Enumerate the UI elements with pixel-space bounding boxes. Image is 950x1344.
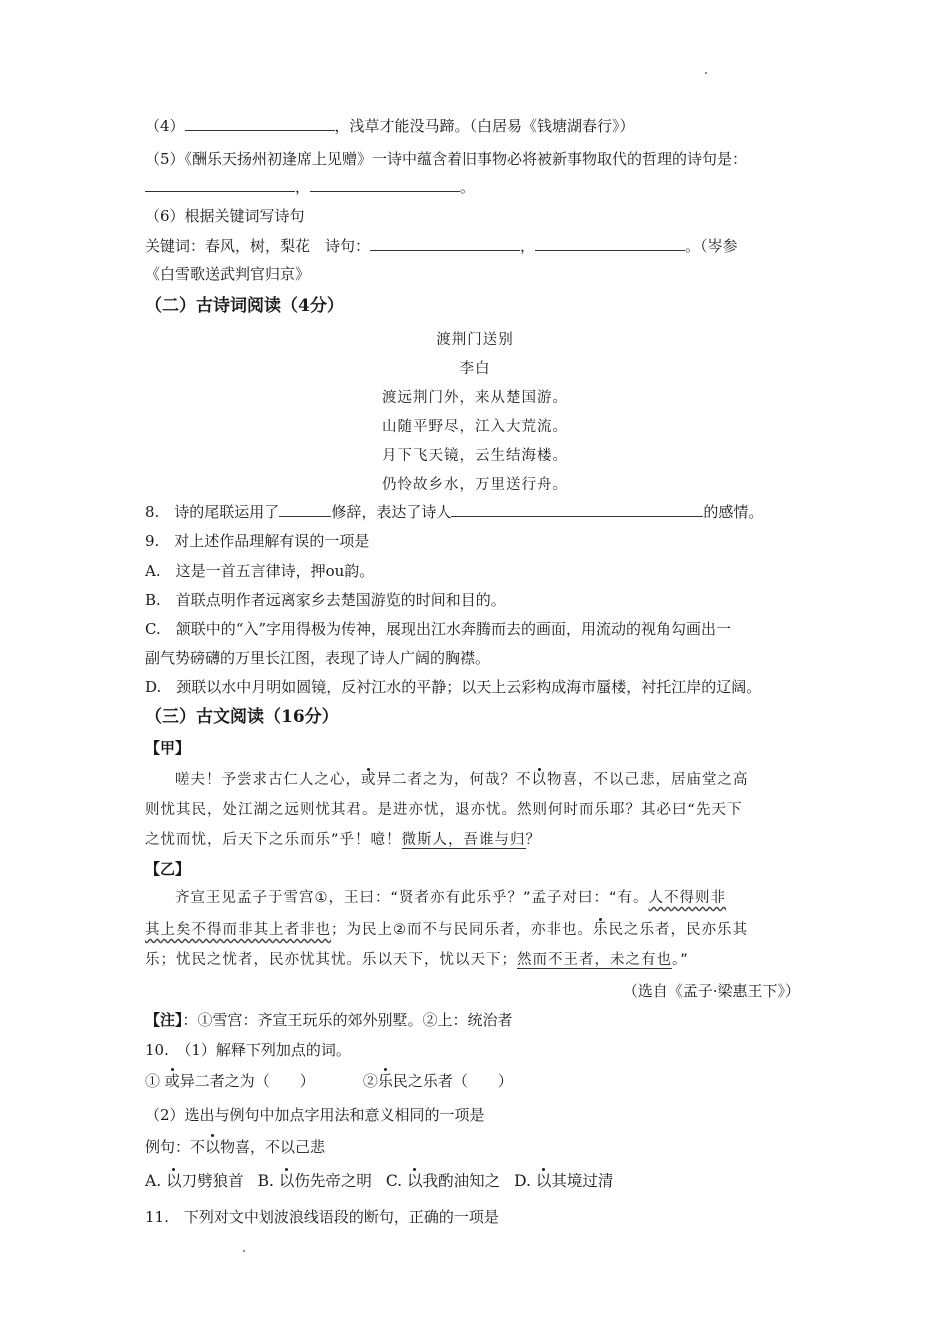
q4-text: ，浅草才能没马蹄。（白居易《钱塘湖春行》） (334, 117, 635, 135)
q4-number: （4） (145, 117, 185, 135)
yi-text-3a: 乐；忧民之忧者，民亦忧其忧。乐以天下，忧以天下； (145, 952, 517, 968)
passage-yi-line-1 (175, 888, 726, 908)
question-6-title: （6）根据关键词写诗句 (145, 207, 305, 225)
q5-blank-2[interactable] (310, 177, 460, 192)
note-label: 【注】 (145, 1011, 183, 1029)
question-6-line (145, 236, 738, 256)
passage-jia-line-3 (145, 830, 541, 850)
poem-author: 李白 (459, 361, 491, 377)
question-10-items (145, 1071, 513, 1091)
passage-note (145, 1010, 513, 1030)
passage-jia-line-1 (175, 770, 749, 790)
q6-tail: 。（岑参 (685, 237, 738, 255)
section-3-title: （三）古文阅读（16分） (145, 707, 339, 727)
q10-item2-num: ② (362, 1072, 378, 1090)
yi-text-3b: 。” (672, 952, 689, 968)
passage-yi-line-2 (145, 920, 748, 940)
yi-dotted-le: 乐 (593, 922, 609, 938)
jia-text-1b: 异二者之为，何哉？不 (376, 772, 532, 788)
poem-line-4: 仍怜故乡水，万里送行舟。 (382, 477, 568, 493)
question-8 (145, 502, 763, 522)
passage-jia-label: 【甲】 (145, 739, 191, 757)
question-4 (145, 116, 635, 136)
question-9-option-c1: C. 颔联中的“入”字用得极为传神，展现出江水奔腾而去的画面，用流动的视角勾画出一 (145, 620, 732, 638)
q10-example-a: 例句：不 (145, 1138, 206, 1156)
q10-item1-num: ① (145, 1072, 165, 1090)
yi-text-1a: 齐宣王见孟子于雪宫①，王曰：“贤者亦有此乐乎？”孟子对曰：“有。 (175, 890, 649, 906)
question-10-example (145, 1137, 325, 1157)
scan-speck (243, 1250, 245, 1252)
question-9-stem: 9. 对上述作品理解有误的一项是 (145, 532, 370, 550)
passage-yi-source: （选自《孟子·梁惠王下》） (622, 982, 800, 1000)
question-10-options (145, 1171, 613, 1191)
yi-underlined-sentence: 然而不王者，未之有也 (517, 952, 672, 968)
q8-blank-1[interactable] (279, 502, 331, 517)
question-10-stem: 10. （1）解释下列加点的词。 (145, 1041, 351, 1059)
jia-text-3b: ？ (525, 832, 542, 848)
q10-example-dotted: 以 (205, 1138, 221, 1156)
poem-line-3: 月下飞天镜，云生结海楼。 (382, 448, 568, 464)
passage-yi-line-3 (145, 950, 689, 970)
q8-part-a: 8. 诗的尾联运用了 (145, 503, 280, 521)
scan-speck (705, 72, 707, 74)
q6-sep: ， (520, 237, 536, 255)
jia-text-1c: 物喜，不以己悲，居庙堂之高 (547, 772, 749, 788)
jia-text-3a: 之忧而忧，后天下之乐而乐”乎！噫！ (145, 832, 402, 848)
jia-underlined-sentence: 微斯人，吾谁与归 (401, 832, 526, 848)
q5-sep: ， (295, 178, 311, 196)
question-5-blanks (145, 177, 475, 197)
q6-blank-2[interactable] (535, 236, 685, 251)
q10-option-d[interactable]: D. 以其境过清 (514, 1172, 614, 1190)
q10-option-b[interactable]: B. 以伤先帝之明 (257, 1172, 372, 1190)
jia-text-1a: 嗟夫！予尝求古仁人之心， (175, 772, 361, 788)
passage-yi-label: 【乙】 (145, 860, 191, 878)
q8-part-b: 修辞，表达了诗人 (331, 503, 452, 521)
q6-keywords: 关键词：春风，树，梨花 诗句： (145, 237, 371, 255)
yi-text-2b: 民之乐者，民亦乐其 (608, 922, 748, 938)
jia-dotted-yi: 以 (531, 772, 547, 788)
poem-line-1: 渡远荆门外，来从楚国游。 (382, 390, 568, 406)
q6-blank-1[interactable] (370, 236, 520, 251)
question-9-option-c2: 副气势磅礴的万里长江图，表现了诗人广阔的胸襟。 (145, 649, 491, 667)
question-10-part2: （2）选出与例句中加点字用法和意义相同的一项是 (145, 1106, 485, 1124)
question-5-line1: （5）《酬乐天扬州初逢席上见赠》一诗中蕴含着旧事物必将被新事物取代的哲理的诗句是： (145, 150, 748, 168)
q5-blank-1[interactable] (145, 177, 295, 192)
note-text: ：①雪宫：齐宣王玩乐的郊外别墅。②上：统治者 (182, 1011, 513, 1029)
question-9-option-d: D. 颈联以水中月明如圆镜，反衬江水的平静；以天上云彩构成海市蜃楼，衬托江岸的辽阔。 (145, 678, 762, 696)
q8-part-c: 的感情。 (703, 503, 764, 521)
jia-dotted-huo: 或 (361, 772, 377, 788)
q10-item1-dotted: 或 (164, 1072, 180, 1090)
poem-line-2: 山随平野尽，江入大荒流。 (382, 419, 568, 435)
q10-option-c[interactable]: C. 以我酌油知之 (385, 1172, 501, 1190)
question-9-option-a: A. 这是一首五言律诗，押ou韵。 (145, 562, 375, 580)
q10-example-b: 物喜，不以己悲 (220, 1138, 326, 1156)
yi-wavy-2: 其上矣不得而非其上者非也 (145, 922, 331, 938)
q10-item2-dotted: 乐 (377, 1072, 393, 1090)
q10-item2-text[interactable]: 民之乐者（ ） (392, 1072, 513, 1090)
q5-end: 。 (460, 178, 476, 196)
yi-text-2a: ；为民上②而不与民同乐者，亦非也。 (331, 922, 593, 938)
poem-title: 渡荆门送别 (436, 332, 514, 348)
q8-blank-2[interactable] (451, 502, 703, 517)
passage-jia-line-2: 则忧其民，处江湖之远则忧其君。是进亦忧，退亦忧。然则何时而乐耶？其必曰“先天下 (145, 802, 743, 818)
q10-option-a[interactable]: A. 以刀劈狼首 (145, 1172, 244, 1190)
question-11-stem: 11. 下列对文中划波浪线语段的断句，正确的一项是 (145, 1208, 499, 1226)
question-9-option-b: B. 首联点明作者远离家乡去楚国游览的时间和目的。 (145, 591, 506, 609)
section-2-title: （二）古诗词阅读（4分） (145, 296, 344, 316)
question-6-source: 《白雪歌送武判官归京》 (145, 265, 311, 283)
q10-item1-text[interactable]: 异二者之为（ ） (179, 1072, 315, 1090)
yi-wavy-1: 人不得则非 (648, 890, 727, 906)
q4-blank[interactable] (185, 116, 335, 131)
